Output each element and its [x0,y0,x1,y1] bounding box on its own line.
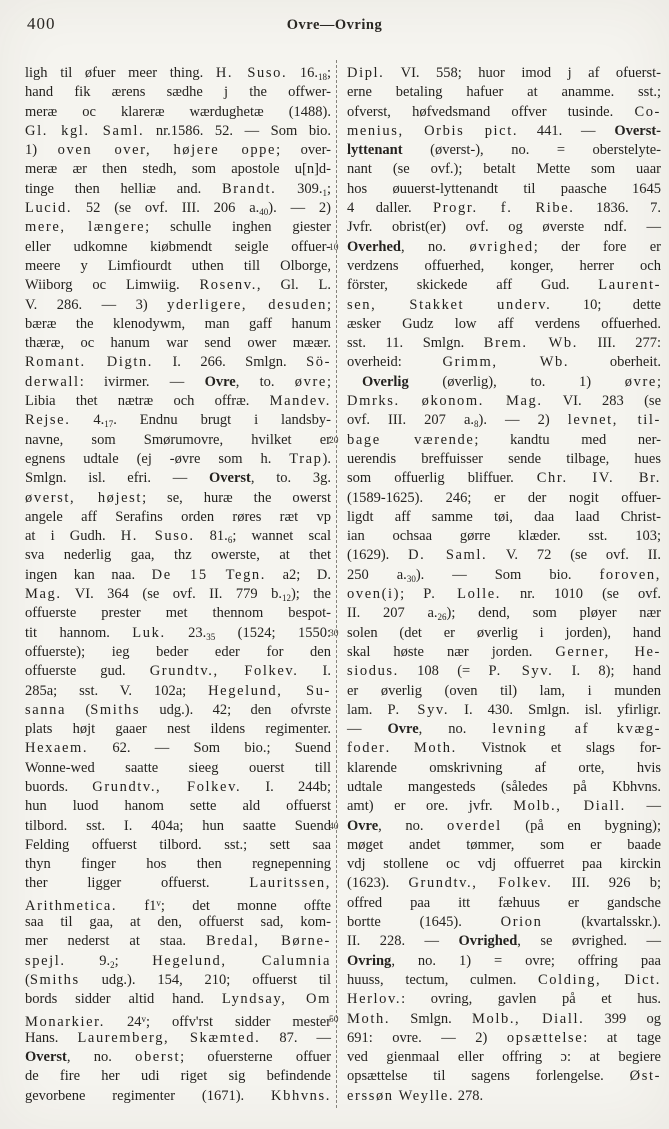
text-line: (1629). D. Saml. V. 72 (se ovf. II. [347,547,661,564]
text-line: er øverlig (oven til) lam, i munden [347,682,661,699]
text-line: hos øuuerst-lyttenandt til paasche 1645 [347,180,661,197]
text-line: solen (det er øverlig i jorden), hand [347,624,661,641]
text-line: ian ochsaa gørre klæder. sst. 103; [347,528,661,545]
text-line: bords sidder altid hand. Lyndsay, Om [25,991,331,1008]
text-line: meere y Limfiourdt uthen till Olborge, [25,257,331,274]
text-line: foder. Moth. Vistnok et slags for- [347,740,661,757]
text-line: thyn finger hos then regnepenning [25,856,331,873]
text-line: förster, skickede aff Gud. Laurent- [347,277,661,294]
text-line: Romant. Digtn. I. 266. Smlgn. Sö- [25,354,332,371]
text-line: Wonne-wed saatte sieeg ouerst till [25,759,331,776]
text-line: thæræ, oc hanum war send ower mæær. [25,335,331,352]
text-line: sst. 11. Smlgn. Brem. Wb. III. 277: [347,335,662,352]
text-line: egnens udtale (ej -øvre som h. Trap). [25,450,331,467]
text-line: vdj stollene oc vdj offuerret paa kirckin [347,856,661,873]
text-line: angele aff Serafins orden røres ræt vp [25,508,331,525]
gutter-line-number: 30 [329,628,339,639]
text-line: (1589-1625). 246; er der nogit offuer- [347,489,661,506]
text-line: Overst, no. oberst; ofuersterne offuer [25,1049,332,1066]
text-line: lyttenant (øverst-), no. = oberstelyte- [347,142,661,159]
text-line: siodus. 108 (= P. Syv. I. 8); hand [347,663,661,680]
text-line: overheid: Grimm, Wb. oberheit. [347,354,662,371]
text-line: plats højt gaaer nest ildens regimenter. [25,721,331,738]
text-line: II. 207 $a._{26}$); dend, som pløyer nær [347,605,661,623]
text-line: ligh til øfuer meer thing. H. Suso. $16._{18}$; [25,65,331,82]
text-line: sva nederlig gaa, thz owerste, at thet [25,547,331,564]
text-line: tit hannom. Luk. $23._{35}$ (1524; 1550: [25,624,331,642]
text-line: bage værende; kandtu med ner- [347,431,661,448]
text-line: uerendis breffuisser sende tilbage, hues [347,450,661,467]
text-line: Hans. Lauremberg, Skæmted. 87. — [25,1029,331,1046]
text-line: derwall: ivirmer. — Ovre, to. øvre; [25,373,331,390]
text-line: Libia thet nætræ och offræ. Mandev. [25,393,331,410]
text-line: saa til gaa, at den, offuerst sad, kom- [25,914,331,931]
text-line: klarende omskrivning af orte, hvis [347,759,661,776]
text-line: Gl. kgl. Saml. nr.1586. 52. — Som bio. [25,122,331,139]
text-line: Herlov.: ovring, gavlen på et hus. [347,991,661,1008]
text-line: amt) er ore. jvfr. Molb., Diall. — [347,798,661,815]
text-line: nant (se ovf.); betalt Mette som uaar [347,161,661,178]
text-line: Wiiborg oc Limwiig. Rosenv., Gl. L. [25,277,332,294]
text-line: 691: ovre. — 2) opsættelse: at tage [347,1029,661,1046]
text-line: de fire her udi riget sig befindende [25,1068,331,1085]
text-line: opsættelse til sagens forlengelse. Øst- [347,1068,661,1085]
right-column [347,64,661,1106]
text-line: hun luod hanom sette ald offuerst [25,798,331,815]
text-line: buords. Grundtv., Folkev. I. 244b; [25,778,331,795]
text-line: Felding offuerst tilbord. sst.; sett saa [25,836,331,853]
text-line: ligdt aff samme tøi, daa laad Christ- [347,508,661,525]
text-line: Moth. Smlgn. Molb., Diall. 399 og [347,1010,662,1027]
text-line: eller udkomne kiøbmendt seigle offuer- [25,238,331,255]
text-line: (1623). Grundtv., Folkev. III. 926 b; [347,875,661,892]
text-line: — Ovre, no. levning af kvæg- [347,721,661,738]
text-line: Rejse. $4._{17}$. Endnu brugt i landsby- [25,412,331,430]
text-line: ingen kan naa. De 15 Tegn. a2; D. [25,566,332,583]
text-line: 285a; sst. V. 102a; Hegelund, Su- [25,682,331,699]
text-line: Lucid. 52 (se ovf. III. 206 $a._{40}$). — 2) [25,200,331,218]
text-line: offuerste); ieg beder eder for den [25,643,331,660]
text-line: Dmrks. økonom. Mag. VI. 283 (se [347,393,662,410]
text-line: ofverst, høfvedsmand offver tusinde. Co- [347,103,661,120]
text-line: ved gienmaal eller offring ɔ: at begiere [347,1049,661,1066]
text-line: mere, længere; schulle inghen giester [25,219,331,236]
text-line: offred paa itt fæhuus er gandsche [347,894,661,911]
text-line: bortte (1645). Orion (kvartalsskr.). [347,914,661,931]
text-line: menius, Orbis pict. 441. — Overst- [347,122,662,139]
text-line: gevorbene regimenter (1671). Kbhvns. [25,1087,331,1104]
text-line: Arithmetica. f1$^v$; det monne offte [25,897,331,914]
gutter-line-number: 40 [329,821,339,832]
text-line: Jvfr. obrist(er) ovf. og øverste ndf. — [347,219,661,236]
text-line: oven(i); P. Lolle. nr. 1010 (se ovf. [347,586,662,603]
left-column [25,64,331,1106]
text-line: Ovring, no. 1) = ovre; offring paa [347,952,661,969]
gutter-line-number: 20 [329,435,339,446]
text-line: 250 $a._{30}$). — Som bio. foroven, [347,566,662,584]
text-line: (Smiths udg.). 154, 210; offuerst til [25,971,331,988]
text-line: huuss, tectum, culmen. Colding, Dict. [347,971,662,988]
text-line: meræ ær then stedh, som apostole u[n]d- [25,161,331,178]
text-line: ther ligger offuerst. Lauritssen, [25,875,331,892]
text-line: meræ oc klareræ wærdughetæ (1488). [25,103,331,120]
text-line: som offuerlig bliffuer. Chr. IV. Br. [347,470,661,487]
text-line: Mag. VI. 364 (se ovf. II. 779 $b._{12}$); the [25,586,331,604]
text-line: udtale mangesteds (således på Kbhvns. [347,778,661,795]
text-line: Overlig (øverlig), to. 1) øvre; [362,373,661,390]
text-line: lam. P. Syv. I. 430. Smlgn. isl. yfirligr. [347,701,661,718]
text-line: offuerste gud. Grundtv., Folkev. I. [25,663,331,680]
text-line: Monarkier. 24$^v$; offv'rst sidder mester [25,1013,332,1030]
text-line: Dipl. VI. 558; huor imod j af ofuerst- [347,65,661,81]
text-line: møget andet tømmer, som er baade [347,836,661,853]
gutter-line-number: 10 [329,242,339,253]
text-line: mer nederst at staa. Bredal, Børne- [25,933,331,950]
text-line: spejl. $9._2$; Hegelund, Calumnia [25,952,331,970]
text-line: sen, Stakket underv. 10; dette [347,296,661,313]
text-line: offuerste prester met thennom bespot- [25,605,331,622]
text-line: tinge then helliæ and. Brandt. $309._1$; [25,180,331,198]
text-line: Hexaem. 62. — Som bio.; Suend [25,740,331,757]
text-line: erssøn Weylle. 278. [347,1087,484,1104]
page-number: 400 [27,14,56,33]
text-line: V. 286. — 3) yderligere, desuden; [25,296,331,313]
text-line: 1) oven over, højere oppe; over- [25,142,331,159]
gutter-line-number: 50 [329,1014,339,1025]
column-divider [336,60,337,1108]
text-line: erne betaling hafuer at anamme. sst.; [347,84,661,101]
text-line: 4 daller. Progr. f. Ribe. 1836. 7. [347,200,661,217]
text-line: sanna (Smiths udg.). 42; den ofvrste [25,701,331,718]
text-line: Smlgn. isl. efri. — Overst, to. 3g. [25,470,331,487]
text-line: tilbord. sst. I. 404a; hun saatte Suend [25,817,331,834]
text-line: æsker Gudz low aff verdens offuerhed. [347,315,661,332]
text-line: navne, som Smørumovre, hvilket er [25,431,331,448]
text-line: at i Gudh. H. Suso. $81._6$; wannet scal [25,528,331,546]
text-line: bæræ the klenodywm, man gaff hanum [25,315,331,332]
text-line: øverst, højest; se, huræ the owerst [25,489,331,506]
text-line: Ovre, no. overdel (på en bygning); [347,817,662,834]
text-line: skal høste nær jorden. Gerner, He- [347,643,661,660]
text-line: II. 228. — Ovrighed, se øvrighed. — [347,933,661,950]
running-head: Ovre—Ovring [286,17,383,33]
text-line: Overhed, no. øvrighed; der fore er [347,238,662,255]
text-line: hand fik ærens sædhe j the offwer- [25,84,331,101]
text-line: verdzens offuerhed, konger, herrer och [347,257,661,274]
text-line: ovf. III. 207 $a._8$). — 2) levnet, til- [347,412,661,430]
